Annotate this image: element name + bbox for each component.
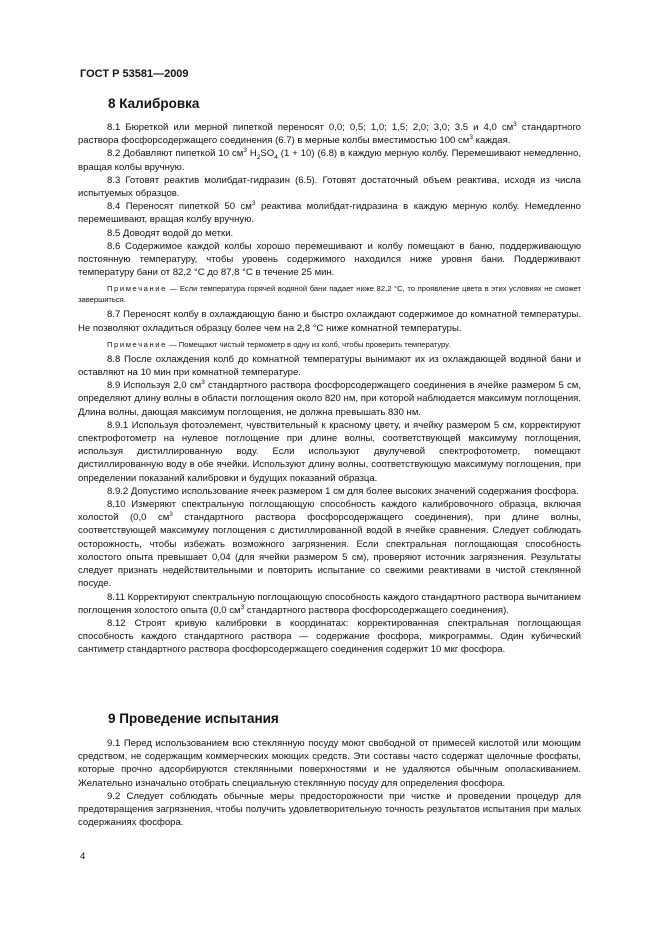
- para-9-1: 9.1 Перед использованием всю стеклянную посуду моют свободной от примесей кислотой или моющим средством, не содержащим коммерческих моющих средств. Эти составы часто содержат щелочные фосфаты, которые прочно адсорбируются стеклянными поверхностями и не удаляются обычным ополаскиванием. Желательно изначально отобрать специальную стеклянную посуду для определения фосфора.: [78, 738, 581, 789]
- section-8-title: 8 Калибровка: [108, 96, 200, 111]
- para-8-9-2: 8.9.2 Допустимо использование ячеек размером 1 см для более высоких значений содержания фосфора.: [107, 485, 579, 497]
- para-8-9: 8.9 Используя 2,0 $см^3$ стандартного раствора фосфорсодержащего соединения в ячейке размером 5 см, определяют длину волны в области поглощения около 820 нм, при которой наблюдается максимум поглощения. Длина волны, дающая максимум поглощения, не должна превышать 830 нм.: [78, 379, 581, 418]
- section-9-body: [78, 737, 581, 829]
- section-9-title: 9 Проведение испытания: [108, 711, 279, 726]
- para-8-7: 8.7 Переносят колбу в охлаждающую баню и быстро охлаждают содержимое до комнатной температуры. Не позволяют охладиться образцу более чем на 2,8 °С ниже комнатной температуры.: [78, 309, 581, 334]
- para-8-9-1: 8.9.1 Используя фотоэлемент, чувствительный к красному цвету, и ячейку размером 5 см, корректируют спектрофотометр на нулевое поглощение при длине волны, соответствующей максимуму поглощения, используя дистиллированную воду. Если используют двулучевой спектрофотометр, помещают дистиллированную воду в обе ячейки. Используют длину волны, соответствующую максимуму поглощения, при определении показаний калибровки и будущих показаний образца.: [78, 419, 581, 484]
- para-8-12: 8.12 Строят кривую калибровки в координатах: корректированная спектральная поглощающая способность каждого стандартного раствора — содержание фосфора, микрограммы. Один кубический сантиметр стандартного раствора фосфорсодержащего соединения содержит 10 мкг фосфора.: [78, 617, 581, 656]
- para-9-2: 9.2 Следует соблюдать обычные меры предосторожности при чистке и проведении процедур для предотвращения загрязнения, чтобы получить удовлетворительную точность результатов испытания при малых содержаниях фосфора.: [78, 790, 581, 829]
- para-8-11: 8.11 Корректируют спектральную поглощающую способность каждого стандартного раствора вычитанием поглощения холостого опыта (0,0 $см^3$ стандартного раствора фосфорсодержащего соединения).: [78, 591, 581, 616]
- para-8-2: 8.2 Добавляют пипеткой 10 $см^3$ $H_2SO_4$ (1 + 10) (6.8) в каждую мерную колбу. Перемешивают немедленно, вращая колбы вручную.: [78, 147, 581, 173]
- section-8-body: [78, 121, 581, 657]
- para-8-1: 8.1 Бюреткой или мерной пипеткой переносят 0,0; 0,5; 1,0; 1,5; 2,0; 3,0; 3.5 и 4,0 $см^3$ стандартного раствора фосфорсодержащего соединения (6.7) в мерные колбы вместимостью 100 $см^3$ каждая.: [78, 120, 581, 147]
- para-8-3: 8.3 Готовят реактив молибдат-гидразин (6.5). Готовят достаточный объем реактива, исходя из числа испытуемых образцов.: [78, 174, 581, 200]
- para-8-6: 8.6 Содержимое каждой колбы хорошо перемешивают и колбу помещают в баню, поддерживающую постоянную температуру, чтобы уровень содержимого находился ниже уровня бани. Поддерживают температуру бани от 82,2 °С до 87,8 °С в течение 25 мин.: [78, 240, 581, 279]
- para-8-8: 8.8 После охлаждения колб до комнатной температуры вынимают их из охлаждающей водяной бани и оставляют на 10 мин при комнатной температуре.: [78, 353, 581, 379]
- para-8-4: 8.4 Переносят пипеткой 50 $см^3$ реактива молибдат-гидразина в каждую мерную колбу. Немедленно перемешивают, вращая колбу вручную.: [78, 200, 581, 226]
- note-2: Примечание — Помещают чистый термометр в одну из колб, чтобы проверить температуру.: [107, 339, 451, 349]
- note-1: Примечание — Если температура горячей водяной бани падает ниже 82,2 °С, то проявление цвета в этих условиях не сможет завершиться.: [78, 284, 581, 305]
- page-number: 4: [80, 851, 86, 862]
- para-8-5: 8.5 Доводят водой до метки.: [107, 227, 234, 239]
- document-header: ГОСТ Р 53581—2009: [80, 68, 189, 80]
- para-8-10: 8.10 Измеряют спектральную поглощающую способность каждого калибровочного образца, включая холостой (0,0 $см^3$ стандартного раствора фосфорсодержащего соединения), при длине волны, соответствующей максимуму поглощения с дистиллированной водой в ячейке сравнения. Следует соблюдать осторожность, чтобы избежать возможного загрязнения. Если спектральная поглощающая способность холостого опыта превышает 0,04 (для ячейки размером 5 см), проверяют источник загрязнения. Результаты следует признать недействительными и повторить испытание со свежими реактивами в чистой стеклянной посуде.: [78, 499, 581, 590]
